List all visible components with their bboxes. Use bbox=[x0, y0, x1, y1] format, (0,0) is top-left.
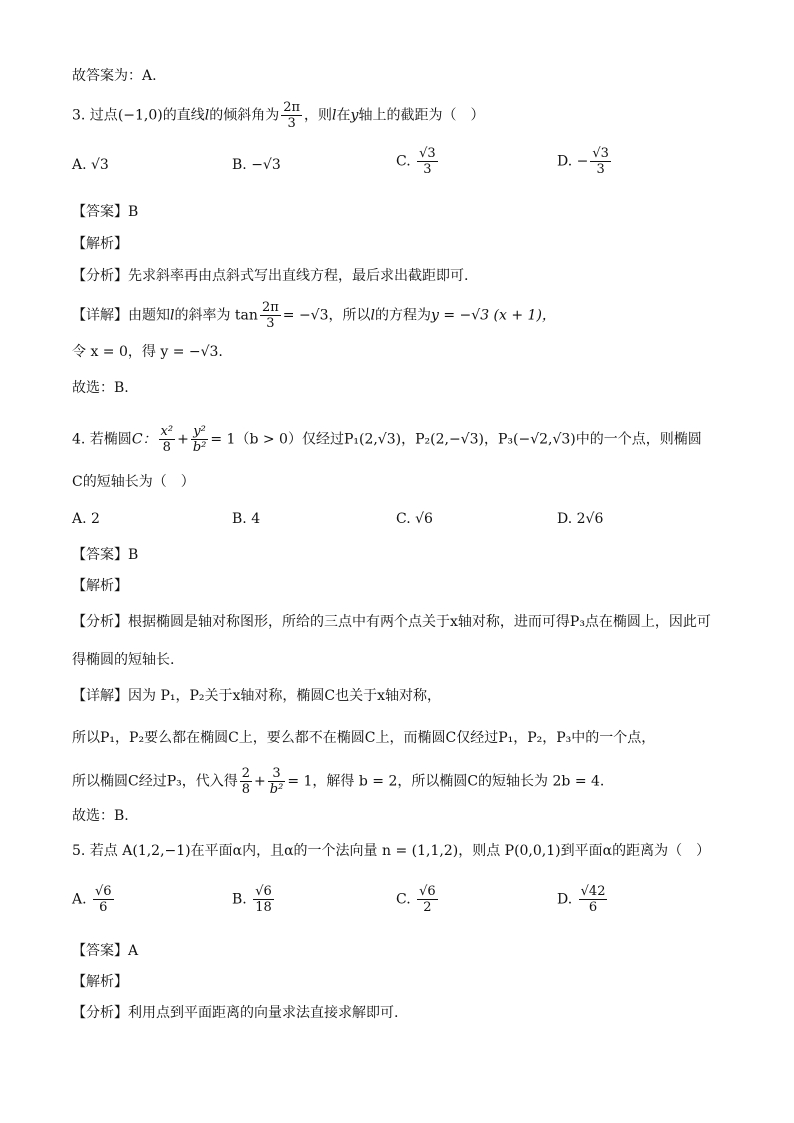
q3-option-b-value: −√3 bbox=[251, 157, 281, 173]
q3-detail-var-2: l bbox=[370, 307, 375, 324]
q3-let-line: 令 x = 0，得 y = −√3. bbox=[72, 344, 223, 360]
q3-detail-frac-num: 2π bbox=[261, 300, 279, 315]
q4-stem-pre: 4. 若椭圆 bbox=[72, 431, 132, 448]
q3-detail-mid: 的斜率为 tan bbox=[174, 307, 258, 324]
q3-line-var-2: l bbox=[332, 107, 337, 124]
q3-angle-fraction bbox=[281, 100, 302, 131]
q3-analysis: 【分析】先求斜率再由点斜式写出直线方程，最后求出截距即可. bbox=[72, 268, 469, 284]
q4-option-c bbox=[396, 509, 433, 529]
q4-detail-line1: 【详解】因为 P₁，P₂关于x轴对称，椭圆C也关于x轴对称， bbox=[72, 688, 442, 704]
q5-stem: 5. 若点 A(1,2,−1)在平面α内，且α的一个法向量 n = (1,1,2)，则点 P(0,0,1)到平面α的距离为（ ） bbox=[72, 843, 711, 859]
q4-ellipse-name: C： bbox=[131, 431, 157, 448]
q3-stem-end: 轴上的截距为（ ） bbox=[358, 107, 485, 124]
q4-answer: 【答案】B bbox=[72, 547, 139, 563]
q3-option-a-value: √3 bbox=[91, 157, 109, 173]
q5-option-a bbox=[72, 884, 116, 915]
q4-option-d bbox=[557, 509, 603, 529]
q5-analysis-title: 【解析】 bbox=[72, 974, 128, 990]
q5-answer: 【答案】A bbox=[72, 943, 139, 959]
q4-d3-f1-num: 2 bbox=[241, 766, 251, 781]
q4-d3-f2-den: b² bbox=[269, 782, 284, 797]
q3-option-d-fraction bbox=[590, 146, 611, 177]
q3-option-d bbox=[557, 146, 613, 177]
q5-option-a-fraction bbox=[93, 884, 114, 915]
q5-option-b bbox=[232, 884, 276, 915]
q4-x2-den: 8 bbox=[162, 440, 171, 455]
q5-option-a-label: A. bbox=[72, 891, 87, 908]
q3-option-b-label: B. bbox=[232, 157, 247, 173]
q5-option-d-label: D. bbox=[557, 891, 573, 908]
q5-option-b-label: B. bbox=[232, 891, 247, 908]
q5-option-b-num: √6 bbox=[255, 884, 272, 899]
q4-option-c-label: C. bbox=[396, 511, 411, 527]
q4-analysis-line1: 【分析】根据椭圆是轴对称图形，所给的三点中有两个点关于x轴对称，进而可得P₃点在椭圆上，因此可 bbox=[72, 614, 711, 630]
q4-detail-line2: 所以P₁，P₂要么都在椭圆C上，要么都不在椭圆C上，而椭圆C仅经过P₁，P₂，P₃中的一个点， bbox=[72, 730, 656, 746]
q4-analysis-title: 【解析】 bbox=[72, 578, 128, 594]
q3-detail-line-eq: y = −√3 (x + 1)， bbox=[431, 307, 556, 324]
q5-option-d-den: 6 bbox=[588, 900, 598, 915]
q3-stem-mid: 的直线 bbox=[162, 107, 205, 124]
q3-axis-var: y bbox=[350, 107, 359, 124]
q4-points: P₁(2,√3)，P₂(2,−√3)，P₃(−√2,√3) bbox=[343, 431, 576, 448]
q3-stem-post2: 在 bbox=[336, 107, 351, 124]
q3-option-c-den: 3 bbox=[423, 162, 432, 177]
q3-option-d-label: D. bbox=[557, 153, 573, 170]
q3-angle-den: 3 bbox=[287, 116, 296, 131]
q5-option-b-den: 18 bbox=[255, 900, 272, 915]
q4-x-fraction bbox=[159, 424, 176, 455]
q3-stem-mid2: 的倾斜角为 bbox=[209, 107, 280, 124]
q3-point: (−1,0) bbox=[117, 107, 163, 124]
q4-stem: 4. 若椭圆C： $\frac{\text{x²}}{8}$ + $\frac{\text{y²}}{\text{b²}}$ = 1（b > 0）仅经过P₁(2,√3)，P₂(2,−√3)，P₃(−√2,√3)中的一个点，则椭圆 bbox=[72, 424, 702, 455]
q3-detail-var: l bbox=[170, 307, 175, 324]
q5-option-b-fraction bbox=[253, 884, 274, 915]
q4-detail-line3-pre: 所以椭圆C经过P₃，代入得 bbox=[72, 773, 238, 790]
q3-answer: 【答案】B bbox=[72, 204, 139, 220]
q3-option-d-num: √3 bbox=[592, 146, 609, 161]
q3-choose: 故选：B. bbox=[72, 380, 129, 396]
q3-detail-tail: 的方程为 bbox=[375, 307, 431, 324]
q3-detail-eq: = −√3，所以 bbox=[282, 307, 371, 324]
q4-option-d-value: 2√6 bbox=[576, 511, 604, 527]
q3-analysis-title: 【解析】 bbox=[72, 236, 128, 252]
q5-option-d-fraction bbox=[579, 884, 608, 915]
q3-option-c-num: √3 bbox=[419, 146, 436, 161]
q3-option-c-fraction bbox=[417, 146, 438, 177]
q3-detail-pre: 【详解】由题知 bbox=[72, 307, 170, 324]
q5-option-c bbox=[396, 884, 440, 915]
q4-x2-num: x² bbox=[160, 424, 174, 439]
q3-option-c bbox=[396, 146, 440, 177]
q5-option-c-label: C. bbox=[396, 891, 411, 908]
q3-detail-fraction bbox=[260, 300, 281, 331]
q3-option-a bbox=[72, 155, 109, 175]
q3-option-d-sign: − bbox=[576, 153, 589, 170]
prev-answer-line: 故答案为：A. bbox=[72, 68, 157, 84]
q3-detail-frac-den: 3 bbox=[266, 316, 275, 331]
q4-option-d-label: D. bbox=[557, 511, 573, 527]
q5-option-d bbox=[557, 884, 609, 915]
q4-stem-end: 中的一个点，则椭圆 bbox=[575, 431, 702, 448]
q3-stem-post: ，则 bbox=[304, 107, 333, 124]
q4-option-a: A. 2 bbox=[72, 511, 100, 527]
q4-detail-frac1 bbox=[240, 766, 252, 797]
q4-y2-num: y² bbox=[191, 424, 209, 440]
q3-option-c-label: C. bbox=[396, 153, 411, 170]
q4-choose: 故选：B. bbox=[72, 808, 129, 824]
q4-y2-den: b² bbox=[192, 440, 207, 455]
q5-option-a-num: √6 bbox=[95, 884, 112, 899]
q3-option-a-label: A. bbox=[72, 157, 87, 173]
q3-detail bbox=[72, 300, 556, 331]
q3-option-d-den: 3 bbox=[596, 162, 605, 177]
q4-detail-frac2 bbox=[268, 766, 286, 797]
q5-option-c-fraction bbox=[417, 884, 438, 915]
q5-option-c-den: 2 bbox=[423, 900, 432, 915]
q4-d3-f2-num: 3 bbox=[268, 766, 286, 782]
q4-detail-line3: 所以椭圆C经过P₃，代入得 $\frac{2}{8}$ + $\frac{3}{\text{b²}}$ = 1，解得 b = 2，所以椭圆C的短轴长为 2b = 4. bbox=[72, 766, 605, 797]
q5-option-c-num: √6 bbox=[419, 884, 436, 899]
q4-y-fraction bbox=[191, 424, 209, 455]
q3-option-b bbox=[232, 155, 281, 175]
q4-option-c-value: √6 bbox=[415, 511, 433, 527]
q5-option-a-den: 6 bbox=[99, 900, 108, 915]
q5-option-d-num: √42 bbox=[580, 884, 606, 899]
q4-detail-line3-post: = 1，解得 b = 2，所以椭圆C的短轴长为 2b = 4. bbox=[287, 773, 605, 790]
q3-stem bbox=[72, 100, 484, 131]
q4-analysis-line2: 得椭圆的短轴长. bbox=[72, 652, 175, 668]
q3-line-var: l bbox=[204, 107, 210, 124]
q4-stem-line2: C的短轴长为（ ） bbox=[72, 474, 195, 490]
q3-stem-pre: 3. 过点 bbox=[72, 107, 118, 124]
q4-d3-f1-den: 8 bbox=[241, 782, 251, 797]
q5-analysis: 【分析】利用点到平面距离的向量求法直接求解即可. bbox=[72, 1005, 399, 1021]
q4-option-b: B. 4 bbox=[232, 511, 261, 527]
q4-stem-eq: = 1（b > 0）仅经过 bbox=[210, 431, 344, 448]
q3-angle-num: 2π bbox=[283, 100, 301, 115]
